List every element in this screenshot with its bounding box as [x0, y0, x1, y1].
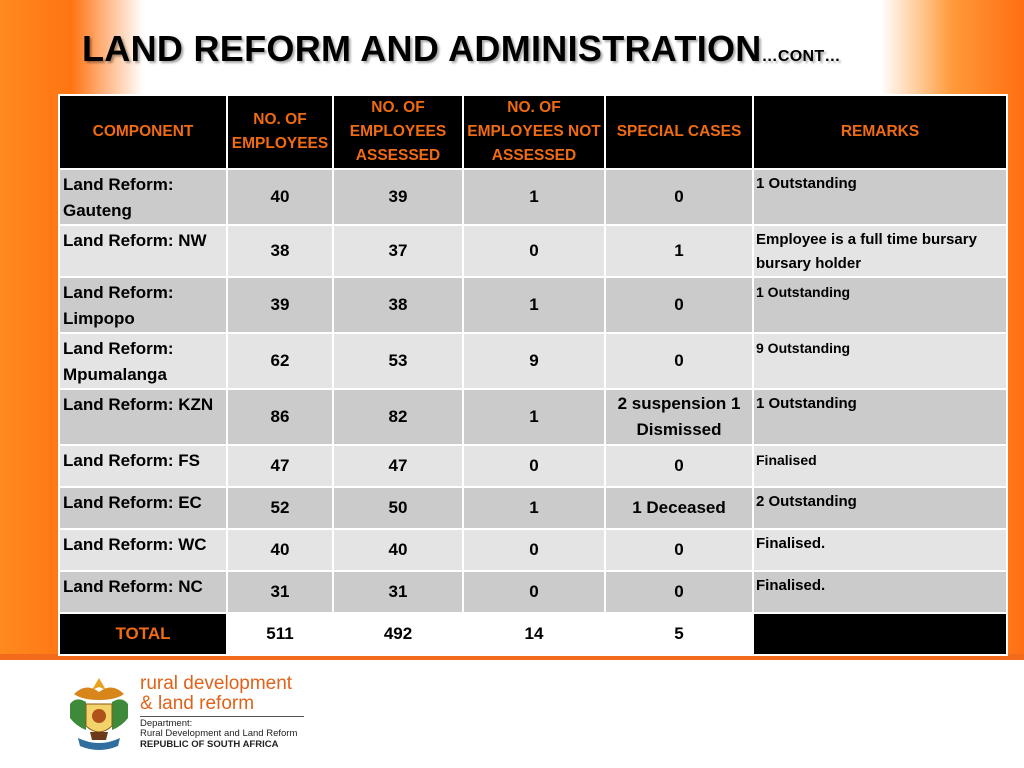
cell-assessed: 40: [333, 529, 463, 571]
cell-component: Land Reform: KZN: [59, 389, 227, 445]
cell-component: Land Reform: NW: [59, 225, 227, 277]
brand-line-2: & land reform: [140, 693, 255, 714]
cell-component: Land Reform: Mpumalanga: [59, 333, 227, 389]
table-row: [59, 529, 1007, 571]
cell-special-cases: 0: [605, 333, 753, 389]
table-row: [59, 169, 1007, 225]
total-not-assessed: 14: [463, 613, 605, 655]
footer: [0, 660, 1024, 768]
cell-assessed: 47: [333, 445, 463, 487]
title-suffix: …CONT…: [761, 48, 841, 65]
coat-of-arms-icon: [66, 674, 132, 758]
footer-divider: [140, 716, 304, 717]
cell-not-assessed: 0: [463, 571, 605, 613]
cell-assessed: 31: [333, 571, 463, 613]
cell-employees: 40: [227, 169, 333, 225]
total-assessed: 492: [333, 613, 463, 655]
cell-component: Land Reform: NC: [59, 571, 227, 613]
cell-remarks: Employee is a full time bursary bursary holder: [753, 225, 1007, 277]
cell-not-assessed: 9: [463, 333, 605, 389]
table-row: [59, 571, 1007, 613]
cell-employees: 31: [227, 571, 333, 613]
cell-component: Land Reform: EC: [59, 487, 227, 529]
total-employees: 511: [227, 613, 333, 655]
table-row: [59, 225, 1007, 277]
cell-not-assessed: 1: [463, 277, 605, 333]
cell-employees: 62: [227, 333, 333, 389]
cell-special-cases: 0: [605, 445, 753, 487]
cell-employees: 38: [227, 225, 333, 277]
cell-remarks: Finalised.: [753, 529, 1007, 571]
cell-component: Land Reform: Gauteng: [59, 169, 227, 225]
table-row: [59, 389, 1007, 445]
cell-employees: 39: [227, 277, 333, 333]
department-name: Rural Development and Land Reform: [140, 728, 298, 739]
header-assessed: NO. OF EMPLOYEES ASSESSED: [333, 95, 463, 169]
table-row: [59, 277, 1007, 333]
cell-remarks: 1 Outstanding: [753, 277, 1007, 333]
department-label: Department:: [140, 718, 193, 729]
header-not-assessed: NO. OF EMPLOYEES NOT ASSESSED: [463, 95, 605, 169]
header-employees: NO. OF EMPLOYEES: [227, 95, 333, 169]
cell-employees: 40: [227, 529, 333, 571]
cell-assessed: 82: [333, 389, 463, 445]
total-special-cases: 5: [605, 613, 753, 655]
cell-not-assessed: 0: [463, 445, 605, 487]
total-remarks: [753, 613, 1007, 655]
cell-not-assessed: 1: [463, 169, 605, 225]
header-component: COMPONENT: [59, 95, 227, 169]
country-name: REPUBLIC OF SOUTH AFRICA: [140, 739, 279, 750]
cell-special-cases: 0: [605, 277, 753, 333]
cell-special-cases: 2 suspension 1 Dismissed: [605, 389, 753, 445]
cell-remarks: Finalised: [753, 445, 1007, 487]
cell-component: Land Reform: FS: [59, 445, 227, 487]
cell-remarks: 1 Outstanding: [753, 389, 1007, 445]
table-row: [59, 445, 1007, 487]
cell-special-cases: 0: [605, 529, 753, 571]
table-total-row: [59, 613, 1007, 655]
title-main: LAND REFORM AND ADMINISTRATION: [82, 28, 762, 69]
cell-not-assessed: 0: [463, 529, 605, 571]
cell-employees: 52: [227, 487, 333, 529]
cell-special-cases: 0: [605, 169, 753, 225]
header-special-cases: SPECIAL CASES: [605, 95, 753, 169]
cell-not-assessed: 1: [463, 487, 605, 529]
total-label: TOTAL: [59, 613, 227, 655]
table-row: [59, 333, 1007, 389]
cell-remarks: 1 Outstanding: [753, 169, 1007, 225]
cell-special-cases: 1 Deceased: [605, 487, 753, 529]
cell-not-assessed: 1: [463, 389, 605, 445]
cell-component: Land Reform: WC: [59, 529, 227, 571]
cell-assessed: 37: [333, 225, 463, 277]
cell-remarks: Finalised.: [753, 571, 1007, 613]
cell-employees: 47: [227, 445, 333, 487]
employee-assessment-table: [58, 94, 1008, 656]
cell-special-cases: 1: [605, 225, 753, 277]
cell-remarks: 2 Outstanding: [753, 487, 1007, 529]
cell-remarks: 9 Outstanding: [753, 333, 1007, 389]
header-remarks: REMARKS: [753, 95, 1007, 169]
table-row: [59, 487, 1007, 529]
cell-assessed: 50: [333, 487, 463, 529]
cell-special-cases: 0: [605, 571, 753, 613]
cell-employees: 86: [227, 389, 333, 445]
cell-component: Land Reform: Limpopo: [59, 277, 227, 333]
slide-title: [82, 28, 841, 70]
brand-line-1: rural development: [140, 673, 293, 694]
table-header-row: [59, 95, 1007, 169]
cell-not-assessed: 0: [463, 225, 605, 277]
cell-assessed: 53: [333, 333, 463, 389]
cell-assessed: 39: [333, 169, 463, 225]
cell-assessed: 38: [333, 277, 463, 333]
